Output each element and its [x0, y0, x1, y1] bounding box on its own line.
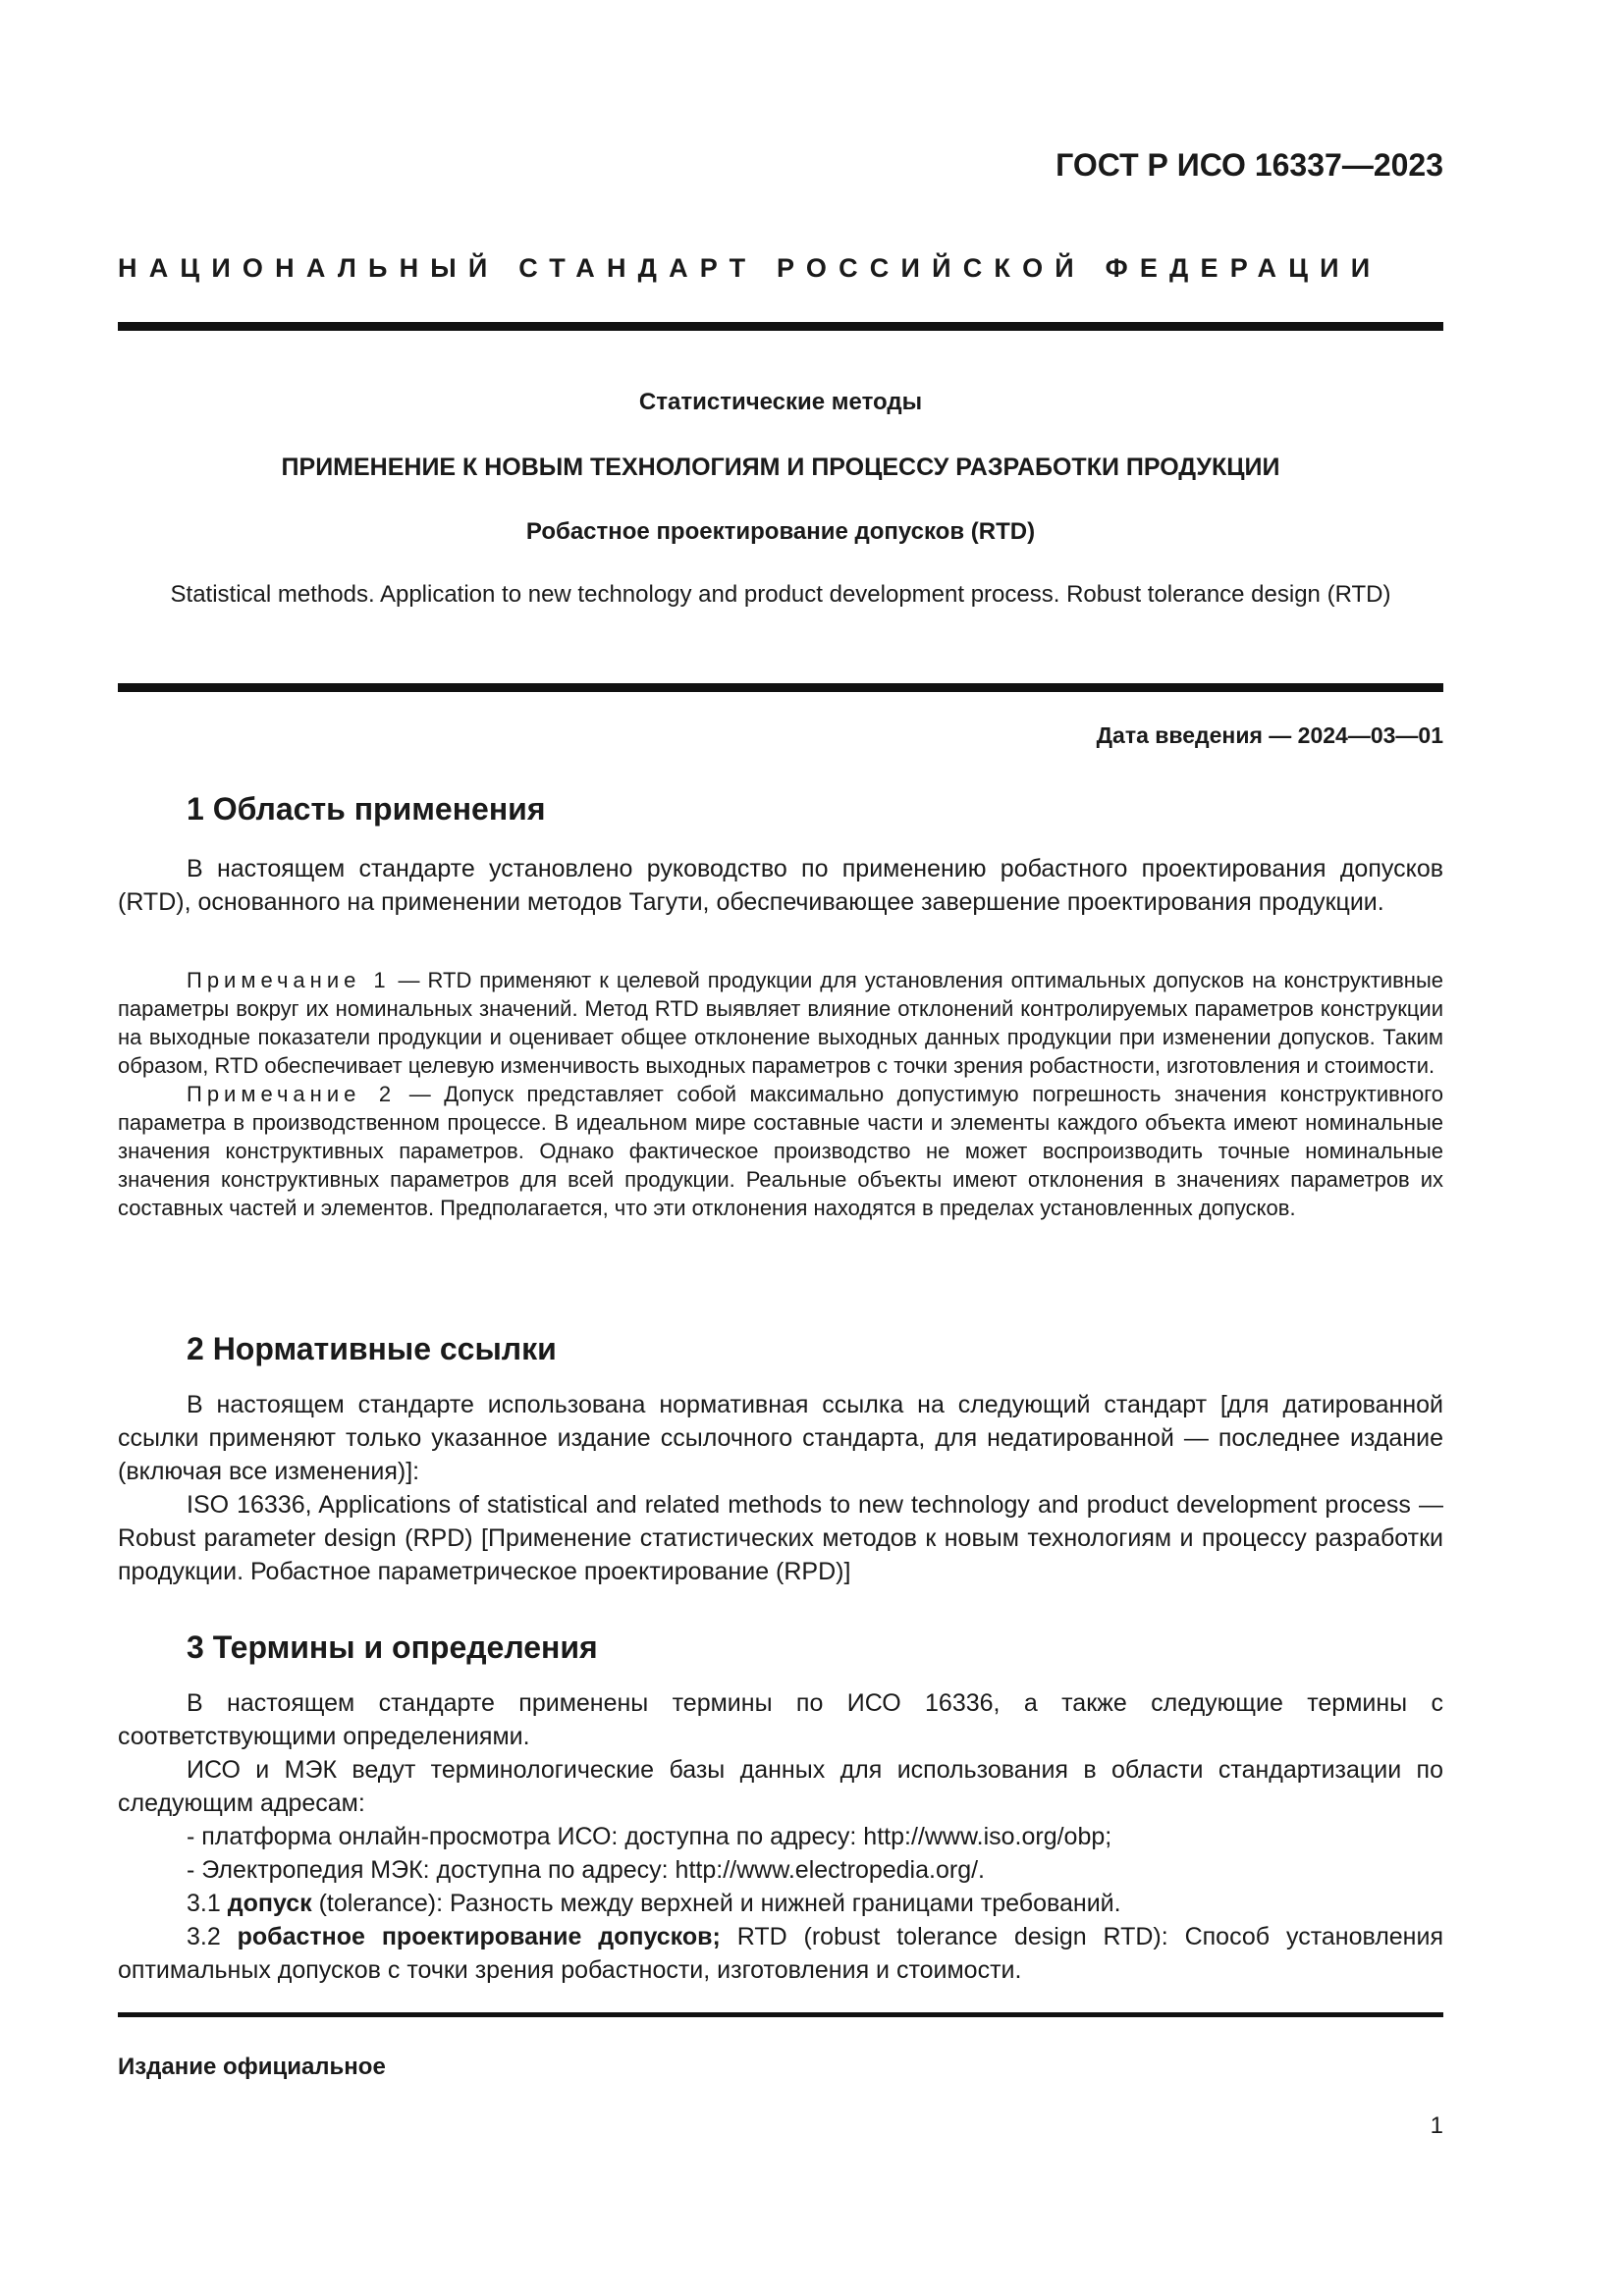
- term-3-1-number: 3.1: [187, 1890, 228, 1917]
- section-2-paragraph-1: В настоящем стандарте использована нормативная ссылка на следующий стандарт [для датированной ссылки применяют только указанное издание ссылочного стандарта, для недатированной — последнее издание (включая все изменения)]:: [118, 1391, 1443, 1485]
- title-part: Робастное проектирование допусков (RTD): [525, 518, 1036, 545]
- note-2-text: — Допуск представляет собой максимально допустимую погрешность значения конструктивного параметра в производственном процессе. В идеальном мире составные части и элементы каждого объекта имеют номинальные значения конструктивных параметров. Однако фактическое производство не может воспроизводить точные номинальные значения конструктивных параметров для всей продукции. Реальные объекты имеют отклонения в значениях параметров их составных частей и элементов. Предполагается, что эти отклонения находятся в пределах установленных допусков.: [118, 1082, 1443, 1220]
- section-3-body: [118, 1686, 1443, 1987]
- title-main: ПРИМЕНЕНИЕ К НОВЫМ ТЕХНОЛОГИЯМ И ПРОЦЕССУ РАЗРАБОТКИ ПРОДУКЦИИ: [281, 454, 1280, 481]
- note-2-label: Примечание 2: [187, 1082, 397, 1106]
- note-1-label: Примечание 1: [187, 968, 391, 992]
- title-english: Statistical methods. Application to new technology and product development process. Robust tolerance design (RTD): [170, 581, 1391, 608]
- section-3-list-item-2: - Электропедия МЭК: доступна по адресу: http://www.electropedia.org/.: [187, 1856, 985, 1884]
- title-subtitle: Статистические методы: [638, 389, 923, 415]
- official-edition-label: Издание официальное: [118, 2054, 386, 2080]
- term-3-2-number: 3.2: [187, 1923, 238, 1950]
- note-1: [118, 966, 1443, 1080]
- note-1-text: — RTD применяют к целевой продукции для установления оптимальных допусков на конструктивные параметры вокруг их номинальных значений. Метод RTD выявляет влияние отклонений контролируемых параметров конструкции на выходные показатели продукции и оценивает общее отклонение выходных данных продукции при изменении допусков. Таким образом, RTD обеспечивает целевую изменчивость выходных параметров с точки зрения робастности, изготовления и стоимости.: [118, 968, 1444, 1078]
- standard-code: ГОСТ Р ИСО 16337—2023: [1056, 147, 1443, 183]
- national-standard-banner: НАЦИОНАЛЬНЫЙ СТАНДАРТ РОССИЙСКОЙ ФЕДЕРАЦИИ: [118, 253, 1382, 283]
- section-1-notes: [118, 966, 1443, 1222]
- page-number: 1: [1430, 2112, 1443, 2139]
- section-3-paragraph-2: ИСО и МЭК ведут терминологические базы данных для использования в области стандартизации по следующим адресам:: [118, 1756, 1443, 1817]
- term-3-2: [118, 1920, 1443, 1987]
- section-1-paragraph: В настоящем стандарте установлено руководство по применению робастного проектирования допусков (RTD), основанного на применении методов Тагути, обеспечивающее завершение проектирования продукции.: [118, 855, 1443, 916]
- section-2-body: [118, 1388, 1443, 1588]
- section-3-paragraph-1: В настоящем стандарте применены термины по ИСО 16336, а также следующие термины с соответствующими определениями.: [118, 1689, 1443, 1750]
- section-3-list-item-1: - платформа онлайн-просмотра ИСО: доступна по адресу: http://www.iso.org/obp;: [187, 1823, 1112, 1850]
- term-3-1-definition: (tolerance): Разность между верхней и нижней границами требований.: [311, 1890, 1121, 1917]
- section-1-body: [118, 852, 1443, 919]
- term-3-1-term: допуск: [227, 1890, 312, 1917]
- section-1-heading: 1 Область применения: [187, 791, 546, 827]
- footer-divider: [118, 2012, 1443, 2017]
- note-2: [118, 1080, 1443, 1222]
- top-divider: [118, 322, 1443, 331]
- section-2-heading: 2 Нормативные ссылки: [187, 1331, 557, 1366]
- introduction-date: Дата введения — 2024—03—01: [1096, 722, 1443, 748]
- term-3-2-term: робастное проектирование допусков;: [237, 1923, 721, 1950]
- section-2-reference: ISO 16336, Applications of statistical and related methods to new technology and product development process — Robust parameter design (RPD) [Применение статистических методов к новым технологиям и процессу разработки продукции. Робастное параметрическое проектирование (RPD)]: [118, 1491, 1443, 1585]
- section-3-heading: 3 Термины и определения: [187, 1629, 598, 1665]
- title-divider: [118, 683, 1443, 692]
- term-3-2-definition: RTD (robust tolerance design RTD): Способ установления оптимальных допусков с точки зрения робастности, изготовления и стоимости.: [118, 1923, 1443, 1984]
- term-3-1: [118, 1887, 1443, 1920]
